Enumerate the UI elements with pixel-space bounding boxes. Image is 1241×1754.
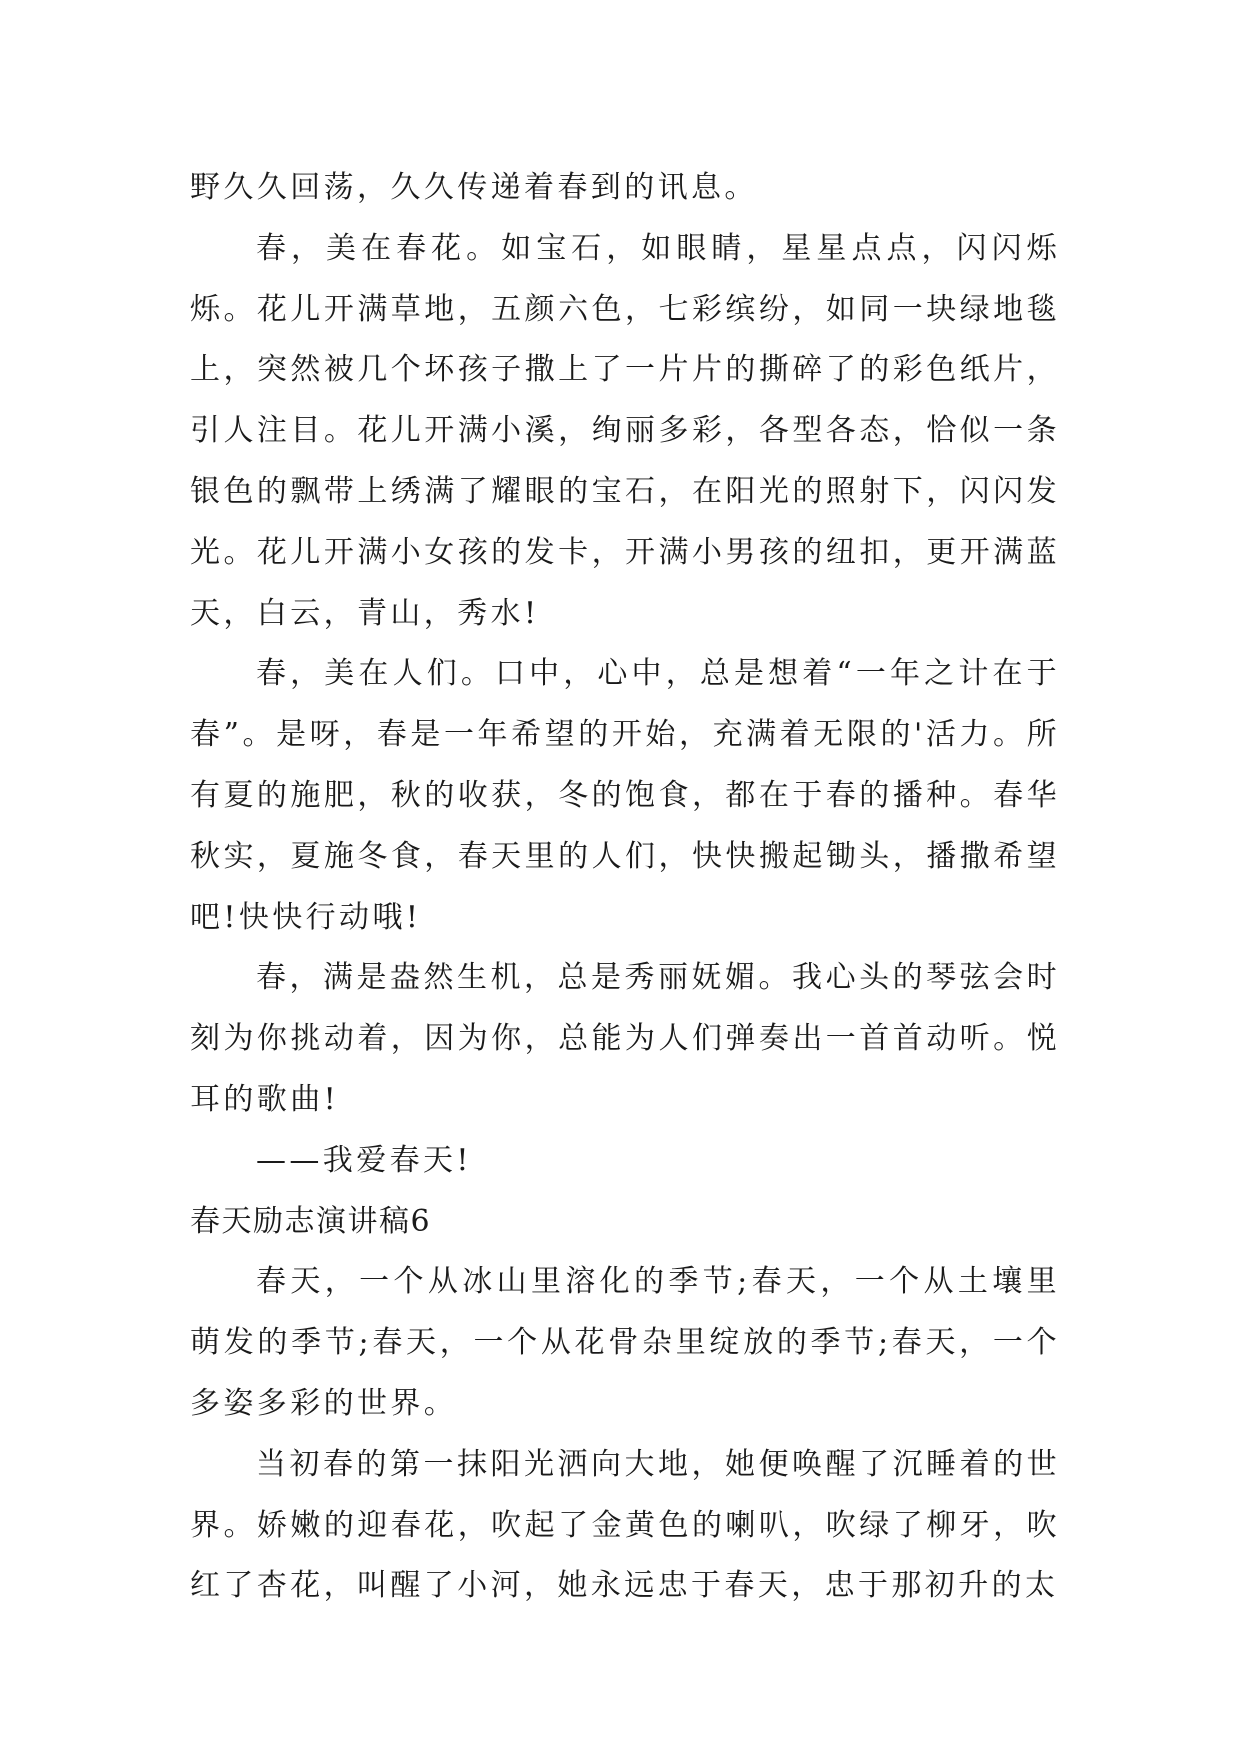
section-heading: 春天励志演讲稿6 <box>190 1203 432 1239</box>
paragraph-spring-seasons: 春天，一个从冰山里溶化的季节;春天，一个从土壤里萌发的季节;春天，一个从花骨杂里绽放的季节;春天，一个多姿多彩的世界。 <box>190 1264 1060 1421</box>
paragraph-continuation: 野久久回荡，久久传递着春到的讯息。 <box>190 170 758 205</box>
closing-line: ——我爱春天! <box>256 1142 472 1178</box>
paragraph-spring-flowers: 春，美在春花。如宝石，如眼睛，星星点点，闪闪烁烁。花儿开满草地，五颜六色，七彩缤纷，如同一块绿地毯上，突然被几个坏孩子撒上了一片片的撕碎了的彩色纸片，引人注目。花儿开满小溪，绚丽多彩，各型各态，恰似一条银色的飘带上绣满了耀眼的宝石，在阳光的照射下，闪闪发光。花儿开满小女孩的发卡，开满小男孩的纽扣，更开满蓝天，白云，青山，秀水! <box>190 230 1060 631</box>
paragraph-spring-people: 春，美在人们。口中，心中，总是想着“一年之计在于春”。是呀，春是一年希望的开始，充满着无限的'活力。所有夏的施肥，秋的收获，冬的饱食，都在于春的播种。春华秋实，夏施冬食，春天里的人们，快快搬起锄头，播撒希望吧!快快行动哦! <box>190 656 1060 935</box>
paragraph-early-spring: 当初春的第一抹阳光洒向大地，她便唤醒了沉睡着的世界。娇嫩的迎春花，吹起了金黄色的喇叭，吹绿了柳牙，吹红了杏花，叫醒了小河，她永远忠于春天，忠于那初升的太 <box>190 1446 1060 1604</box>
paragraph-spring-vitality: 春，满是盎然生机，总是秀丽妩媚。我心头的琴弦会时刻为你挑动着，因为你，总能为人们弹奏出一首首动听。悦耳的歌曲! <box>190 960 1060 1117</box>
document-body <box>190 158 1060 1617</box>
